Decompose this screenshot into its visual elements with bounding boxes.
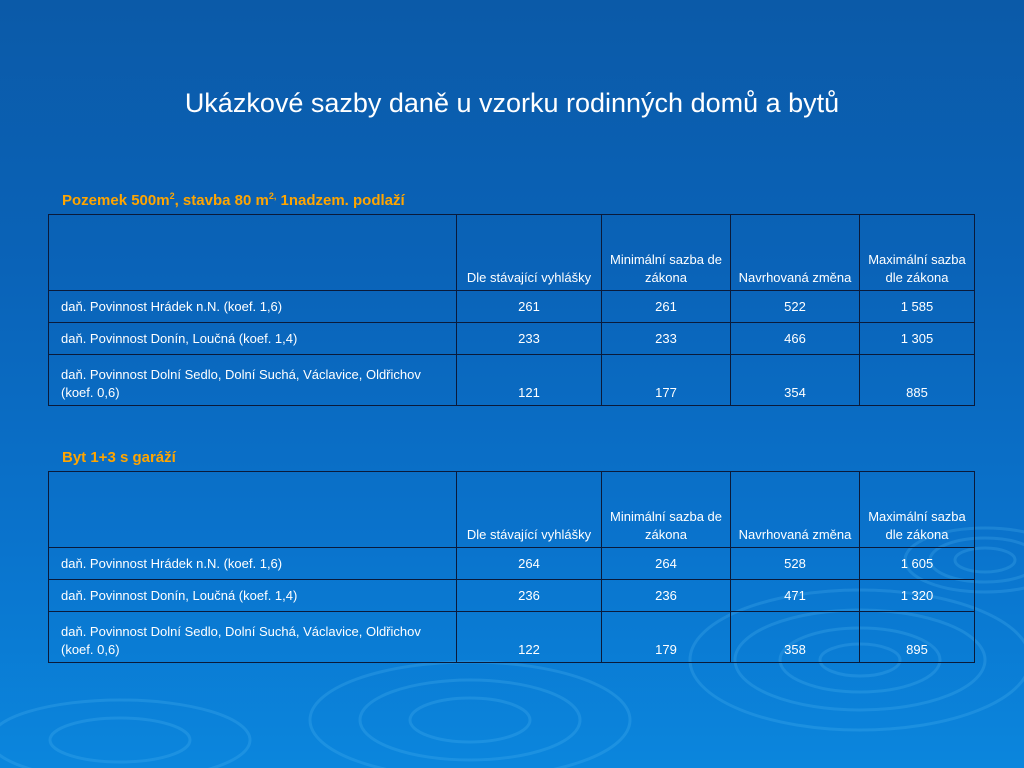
- table-row: [49, 355, 975, 406]
- header-minimum: Minimální sazba de zákona: [602, 215, 731, 291]
- table-row: [49, 291, 975, 323]
- table-header-row: [49, 472, 975, 548]
- header-current: Dle stávající vyhlášky: [457, 215, 602, 291]
- section-title-text: , stavba 80 m: [174, 192, 269, 209]
- table-row: [49, 548, 975, 580]
- value-cell: 1 320: [860, 580, 975, 612]
- value-cell: 122: [457, 612, 602, 663]
- tax-table-house: [48, 214, 975, 406]
- row-label: daň. Povinnost Donín, Loučná (koef. 1,4): [49, 323, 457, 355]
- table-row: [49, 580, 975, 612]
- table-row: [49, 612, 975, 663]
- superscript: 2: [169, 191, 175, 201]
- section-title-plot: [62, 192, 405, 210]
- tax-table-flat: [48, 471, 975, 663]
- value-cell: 261: [457, 291, 602, 323]
- header-current: Dle stávající vyhlášky: [457, 472, 602, 548]
- value-cell: 895: [860, 612, 975, 663]
- value-cell: 179: [602, 612, 731, 663]
- section-title-text: Byt 1+3 s garáží: [62, 449, 176, 466]
- value-cell: 354: [731, 355, 860, 406]
- value-cell: 358: [731, 612, 860, 663]
- header-minimum: Minimální sazba de zákona: [602, 472, 731, 548]
- row-label: daň. Povinnost Dolní Sedlo, Dolní Suchá, Václavice, Oldřichov (koef. 0,6): [49, 355, 457, 406]
- value-cell: 236: [457, 580, 602, 612]
- header-maximum: Maximální sazba dle zákona: [860, 215, 975, 291]
- section-title-text: 1nadzem. podlaží: [276, 192, 405, 209]
- table-row: [49, 323, 975, 355]
- slide-title: Ukázkové sazby daně u vzorku rodinných domů a bytů: [184, 88, 840, 118]
- value-cell: 233: [602, 323, 731, 355]
- value-cell: 471: [731, 580, 860, 612]
- section-title-flat: [62, 449, 176, 467]
- value-cell: 885: [860, 355, 975, 406]
- value-cell: 522: [731, 291, 860, 323]
- value-cell: 236: [602, 580, 731, 612]
- superscript: 2,: [268, 191, 277, 201]
- table-header-row: [49, 215, 975, 291]
- header-empty: [49, 215, 457, 291]
- value-cell: 1 605: [860, 548, 975, 580]
- value-cell: 264: [457, 548, 602, 580]
- header-maximum: Maximální sazba dle zákona: [860, 472, 975, 548]
- value-cell: 261: [602, 291, 731, 323]
- header-proposed: Navrhovaná změna: [731, 472, 860, 548]
- row-label: daň. Povinnost Donín, Loučná (koef. 1,4): [49, 580, 457, 612]
- value-cell: 1 305: [860, 323, 975, 355]
- value-cell: 264: [602, 548, 731, 580]
- value-cell: 466: [731, 323, 860, 355]
- value-cell: 528: [731, 548, 860, 580]
- value-cell: 233: [457, 323, 602, 355]
- row-label: daň. Povinnost Dolní Sedlo, Dolní Suchá, Václavice, Oldřichov (koef. 0,6): [49, 612, 457, 663]
- header-proposed: Navrhovaná změna: [731, 215, 860, 291]
- row-label: daň. Povinnost Hrádek n.N. (koef. 1,6): [49, 291, 457, 323]
- value-cell: 177: [602, 355, 731, 406]
- value-cell: 121: [457, 355, 602, 406]
- value-cell: 1 585: [860, 291, 975, 323]
- row-label: daň. Povinnost Hrádek n.N. (koef. 1,6): [49, 548, 457, 580]
- header-empty: [49, 472, 457, 548]
- section-title-text: Pozemek 500m: [62, 192, 170, 209]
